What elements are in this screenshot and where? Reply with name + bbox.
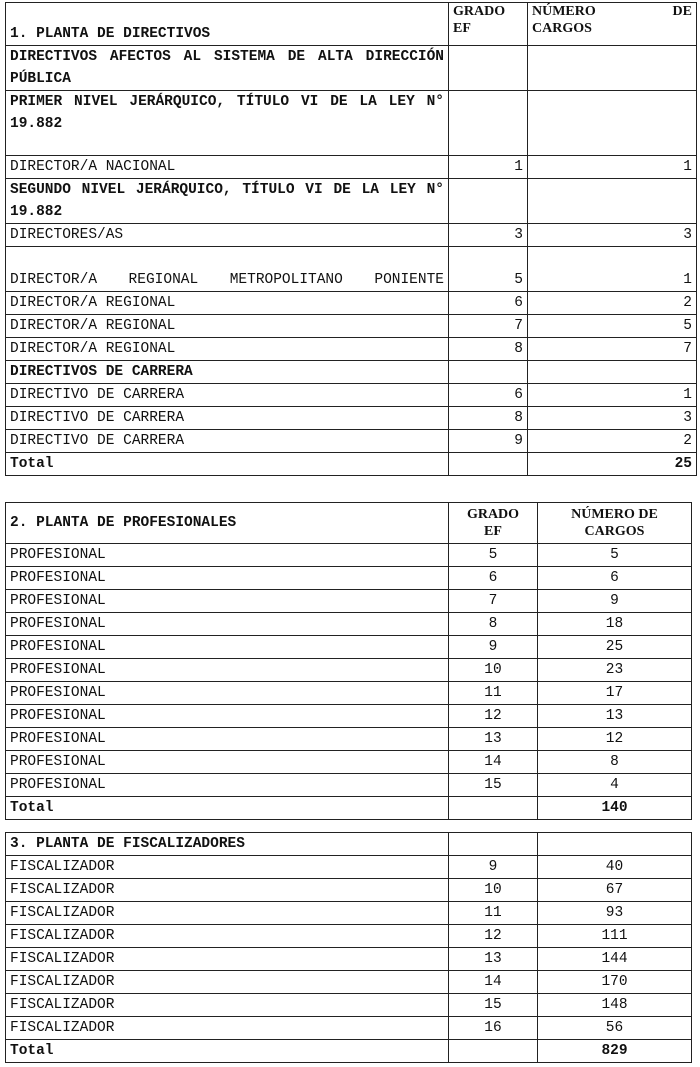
section-row: [6, 91, 697, 156]
grado-cell: 15: [449, 774, 538, 797]
planta-fiscalizadores-table: [5, 832, 692, 1063]
grado-cell: 3: [449, 224, 528, 247]
grado-cell: 13: [449, 728, 538, 751]
table-row: [6, 994, 692, 1017]
numero-cell: 3: [528, 224, 697, 247]
table-row: [6, 659, 692, 682]
numero-cell: 1: [528, 384, 697, 407]
table-header-row: [6, 833, 692, 856]
table-row: [6, 751, 692, 774]
total-row: [6, 453, 697, 476]
cargo-cell: DIRECTOR/A REGIONAL: [6, 338, 449, 361]
numero-cell: 9: [538, 590, 692, 613]
grado-cell: 8: [449, 338, 528, 361]
numero-cell: 2: [528, 430, 697, 453]
cargo-cell: PROFESIONAL: [6, 590, 449, 613]
numero-cell: 3: [528, 407, 697, 430]
table-row: [6, 590, 692, 613]
grado-cell: 13: [449, 948, 538, 971]
cargo-cell: DIRECTOR/A REGIONAL: [6, 315, 449, 338]
grado-cell: 5: [449, 544, 538, 567]
total-row: [6, 1040, 692, 1063]
grado-cell: 7: [449, 315, 528, 338]
grado-cell: 11: [449, 902, 538, 925]
cargo-cell: PROFESIONAL: [6, 774, 449, 797]
total-label: Total: [6, 1040, 449, 1063]
cargo-cell: PROFESIONAL: [6, 751, 449, 774]
numero-cell: 40: [538, 856, 692, 879]
cargo-cell: DIRECTIVO DE CARRERA: [6, 407, 449, 430]
cargo-cell: DIRECTOR/A REGIONAL: [6, 292, 449, 315]
grado-cell: 12: [449, 705, 538, 728]
grado-cell: 6: [449, 567, 538, 590]
section-row: [6, 361, 697, 384]
cargo-cell: PROFESIONAL: [6, 682, 449, 705]
grado-cell: 12: [449, 925, 538, 948]
table-row: [6, 224, 697, 247]
cargo-cell: FISCALIZADOR: [6, 879, 449, 902]
table-row: [6, 902, 692, 925]
cargo-cell: DIRECTORES/AS: [6, 224, 449, 247]
cargo-cell: PROFESIONAL: [6, 728, 449, 751]
table-title: 1. PLANTA DE DIRECTIVOS: [6, 3, 449, 46]
table-title: 3. PLANTA DE FISCALIZADORES: [6, 833, 449, 856]
table-row: [6, 636, 692, 659]
table-row: [6, 879, 692, 902]
numero-cell: 2: [528, 292, 697, 315]
grado-cell: 6: [449, 384, 528, 407]
section-row: [6, 46, 697, 91]
table-title: 2. PLANTA DE PROFESIONALES: [6, 503, 449, 544]
cargo-cell: FISCALIZADOR: [6, 925, 449, 948]
total-label: Total: [6, 453, 449, 476]
numero-cell: 8: [538, 751, 692, 774]
numero-cell: 1: [528, 247, 697, 292]
numero-cell: 12: [538, 728, 692, 751]
col-header-numero: NÚMERO DE CARGOS: [538, 503, 692, 544]
grado-cell: 14: [449, 751, 538, 774]
grado-cell: 9: [449, 856, 538, 879]
grado-cell: 8: [449, 613, 538, 636]
numero-cell: 23: [538, 659, 692, 682]
table-row: [6, 567, 692, 590]
cargo-cell: FISCALIZADOR: [6, 994, 449, 1017]
numero-cell: 93: [538, 902, 692, 925]
table-row: [6, 292, 697, 315]
cargo-cell: DIRECTOR/A REGIONAL METROPOLITANO PONIENTE: [6, 247, 449, 292]
table-row: [6, 856, 692, 879]
grado-cell: 11: [449, 682, 538, 705]
numero-cell: 67: [538, 879, 692, 902]
numero-cell: 56: [538, 1017, 692, 1040]
section-row: [6, 179, 697, 224]
numero-cell: 18: [538, 613, 692, 636]
section-label: PRIMER NIVEL JERÁRQUICO, TÍTULO VI DE LA LEY N° 19.882: [6, 91, 449, 156]
numero-cell: 148: [538, 994, 692, 1017]
grado-cell: 6: [449, 292, 528, 315]
cargo-cell: FISCALIZADOR: [6, 1017, 449, 1040]
col-header-numero: NÚMERO DE CARGOS: [528, 3, 697, 46]
numero-cell: 17: [538, 682, 692, 705]
table-row: [6, 925, 692, 948]
cargo-cell: DIRECTIVO DE CARRERA: [6, 384, 449, 407]
cargo-cell: DIRECTOR/A NACIONAL: [6, 156, 449, 179]
cargo-cell: PROFESIONAL: [6, 636, 449, 659]
table-row: [6, 728, 692, 751]
numero-cell: 13: [538, 705, 692, 728]
total-row: [6, 797, 692, 820]
total-value: 25: [528, 453, 697, 476]
section-label: DIRECTIVOS AFECTOS AL SISTEMA DE ALTA DIRECCIÓN PÚBLICA: [6, 46, 449, 91]
numero-cell: 170: [538, 971, 692, 994]
table-row: [6, 315, 697, 338]
grado-cell: 10: [449, 659, 538, 682]
planta-profesionales-table: [5, 502, 692, 820]
table-row: [6, 971, 692, 994]
cargo-cell: FISCALIZADOR: [6, 948, 449, 971]
table-row: [6, 948, 692, 971]
cargo-cell: PROFESIONAL: [6, 567, 449, 590]
table-row: [6, 682, 692, 705]
col-header-grado: GRADO EF: [449, 503, 538, 544]
table-row: [6, 1017, 692, 1040]
table-row: [6, 430, 697, 453]
planta-directivos-table: [5, 2, 697, 476]
cargo-cell: PROFESIONAL: [6, 544, 449, 567]
section-label: DIRECTIVOS DE CARRERA: [6, 361, 449, 384]
numero-cell: 5: [528, 315, 697, 338]
grado-cell: 9: [449, 430, 528, 453]
grado-cell: 14: [449, 971, 538, 994]
table-row: [6, 156, 697, 179]
table-row: [6, 544, 692, 567]
grado-cell: 15: [449, 994, 538, 1017]
table-row: [6, 613, 692, 636]
grado-cell: 5: [449, 247, 528, 292]
grado-cell: 16: [449, 1017, 538, 1040]
cargo-cell: PROFESIONAL: [6, 659, 449, 682]
numero-cell: 7: [528, 338, 697, 361]
cargo-cell: FISCALIZADOR: [6, 902, 449, 925]
grado-cell: 1: [449, 156, 528, 179]
table-row: [6, 407, 697, 430]
table-header-row: [6, 3, 697, 46]
total-value: 140: [538, 797, 692, 820]
numero-cell: 25: [538, 636, 692, 659]
numero-cell: 4: [538, 774, 692, 797]
cargo-cell: PROFESIONAL: [6, 705, 449, 728]
numero-cell: 5: [538, 544, 692, 567]
total-label: Total: [6, 797, 449, 820]
cargo-cell: DIRECTIVO DE CARRERA: [6, 430, 449, 453]
grado-cell: 10: [449, 879, 538, 902]
table-row: [6, 384, 697, 407]
section-label: SEGUNDO NIVEL JERÁRQUICO, TÍTULO VI DE LA LEY N° 19.882: [6, 179, 449, 224]
table-row: [6, 247, 697, 292]
cargo-cell: PROFESIONAL: [6, 613, 449, 636]
grado-cell: 9: [449, 636, 538, 659]
total-value: 829: [538, 1040, 692, 1063]
numero-cell: 144: [538, 948, 692, 971]
table-row: [6, 774, 692, 797]
cargo-cell: FISCALIZADOR: [6, 856, 449, 879]
grado-cell: 8: [449, 407, 528, 430]
table-row: [6, 338, 697, 361]
numero-cell: 111: [538, 925, 692, 948]
grado-cell: 7: [449, 590, 538, 613]
cargo-cell: FISCALIZADOR: [6, 971, 449, 994]
numero-cell: 6: [538, 567, 692, 590]
table-header-row: [6, 503, 692, 544]
table-row: [6, 705, 692, 728]
col-header-grado: GRADO EF: [449, 3, 528, 46]
numero-cell: 1: [528, 156, 697, 179]
